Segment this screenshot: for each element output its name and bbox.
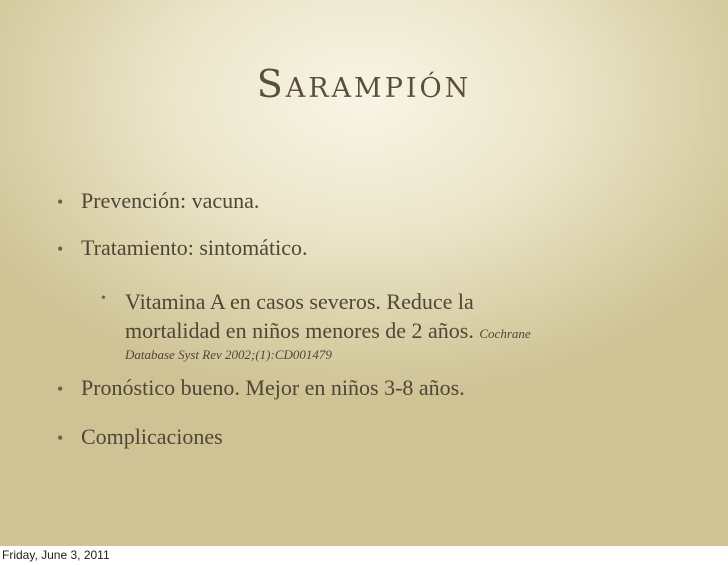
bullet-text: Tratamiento: sintomático. xyxy=(81,235,308,260)
bullet-dot-icon: • xyxy=(57,192,64,212)
bullet-text: Prevención: vacuna. xyxy=(81,188,260,213)
bullet-dot-icon: • xyxy=(57,428,64,448)
sub-bullet-line2 xyxy=(125,316,531,348)
bullet-text: Pronóstico bueno. Mejor en niños 3-8 años. xyxy=(81,375,465,400)
citation-part1: Cochrane xyxy=(479,326,531,341)
bullet-text: Complicaciones xyxy=(81,424,223,449)
sub-bullet-line1: Vitamina A en casos severos. Reduce la xyxy=(125,289,474,314)
citation-part2: Database Syst Rev 2002;(1):CD001479 xyxy=(125,347,332,362)
bullet-dot-icon: • xyxy=(57,239,64,259)
footer-date: Friday, June 3, 2011 xyxy=(2,548,110,562)
sub-bullet-line2-text: mortalidad en niños menores de 2 años. xyxy=(125,318,474,343)
bullet-dot-icon: • xyxy=(57,379,64,399)
slide-title: Sarampión xyxy=(256,62,472,106)
bullet-dot-icon: • xyxy=(101,291,106,306)
sub-bullet-text xyxy=(125,287,531,362)
